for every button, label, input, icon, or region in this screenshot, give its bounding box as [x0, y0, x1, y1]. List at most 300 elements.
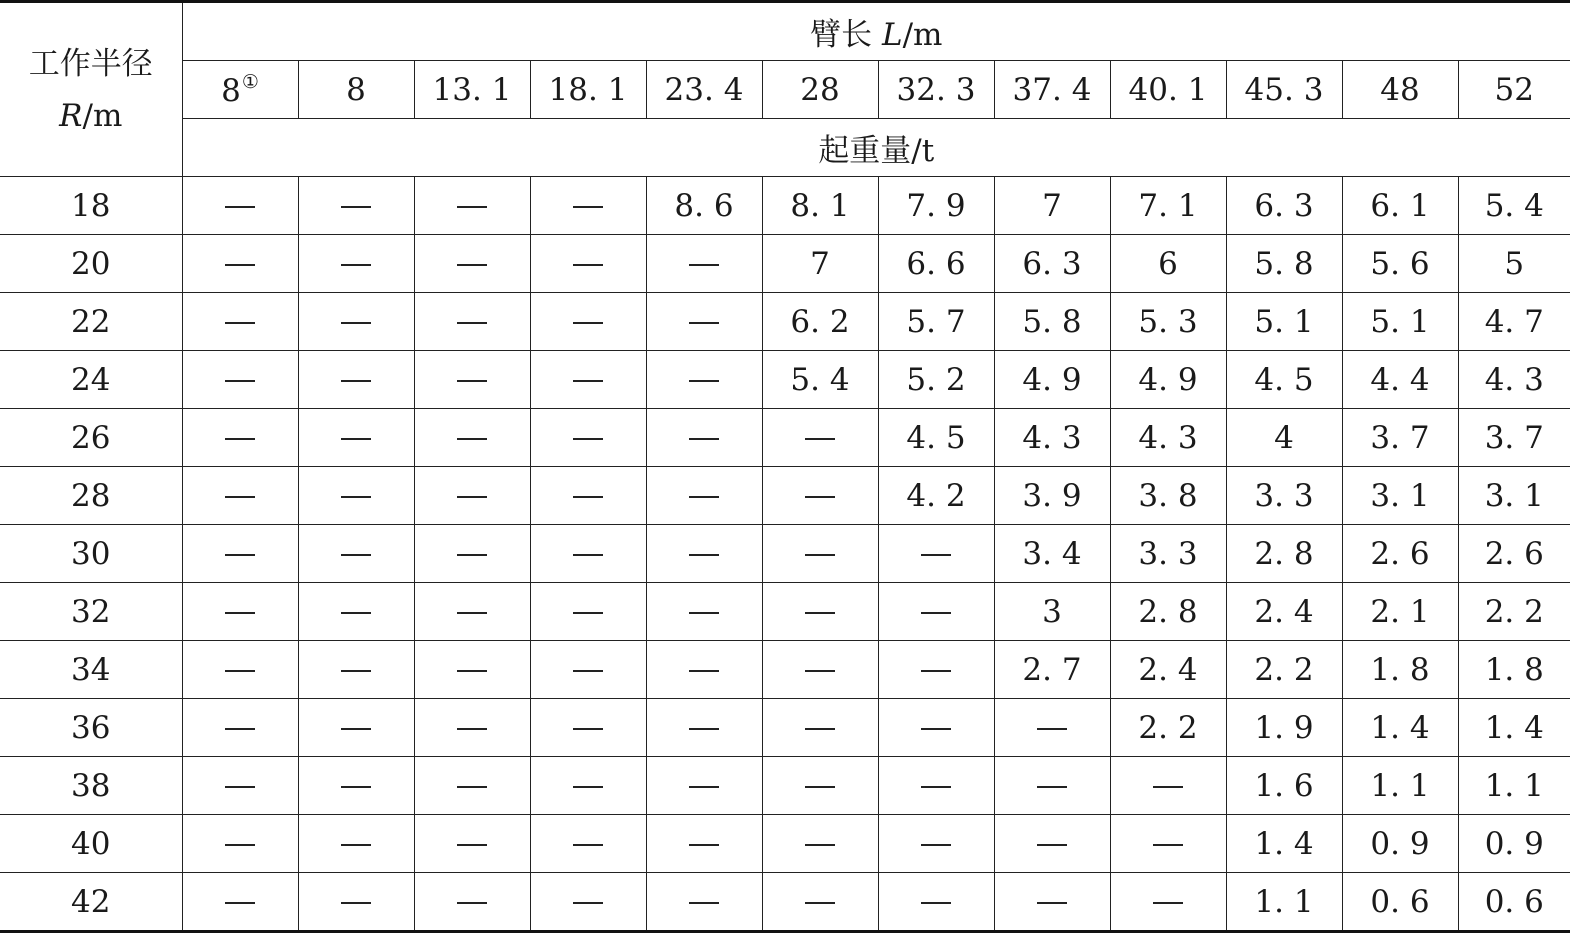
dash-mark	[689, 322, 719, 324]
capacity-cell	[298, 641, 414, 699]
dash-mark	[341, 322, 371, 324]
capacity-cell	[182, 873, 298, 932]
dash-mark	[573, 728, 603, 730]
dash-mark	[457, 902, 487, 904]
capacity-cell	[530, 177, 646, 235]
capacity-cell	[762, 583, 878, 641]
boom-length-cell	[1226, 61, 1342, 119]
footnote-marker: ①	[241, 70, 259, 93]
capacity-cell	[530, 525, 646, 583]
dash-mark	[805, 728, 835, 730]
capacity-cell: 1. 8	[1458, 641, 1570, 699]
radius-cell: 40	[0, 815, 182, 873]
dash-mark	[341, 554, 371, 556]
dash-mark	[457, 322, 487, 324]
capacity-cell	[1110, 873, 1226, 932]
dash-mark	[573, 206, 603, 208]
dash-mark	[1153, 844, 1183, 846]
dash-mark	[1037, 902, 1067, 904]
capacity-cell	[530, 409, 646, 467]
capacity-cell	[646, 235, 762, 293]
dash-mark	[573, 380, 603, 382]
dash-mark	[573, 612, 603, 614]
capacity-cell	[530, 757, 646, 815]
capacity-cell	[530, 699, 646, 757]
capacity-cell	[414, 583, 530, 641]
capacity-cell	[182, 757, 298, 815]
capacity-cell	[414, 815, 530, 873]
capacity-cell: 4. 5	[878, 409, 994, 467]
capacity-cell	[414, 641, 530, 699]
capacity-cell: 3. 4	[994, 525, 1110, 583]
dash-mark	[225, 206, 255, 208]
capacity-cell	[646, 583, 762, 641]
capacity-cell: 6. 6	[878, 235, 994, 293]
capacity-cell: 7	[762, 235, 878, 293]
capacity-cell	[878, 583, 994, 641]
header-row-boom-lengths	[0, 61, 1570, 119]
boom-length-cell	[182, 61, 298, 119]
boom-length-value: 23. 4	[664, 71, 744, 108]
capacity-cell	[1110, 757, 1226, 815]
radius-cell: 24	[0, 351, 182, 409]
dash-mark	[689, 264, 719, 266]
dash-mark	[1153, 902, 1183, 904]
dash-mark	[341, 612, 371, 614]
dash-mark	[1037, 786, 1067, 788]
capacity-cell: 5. 6	[1342, 235, 1458, 293]
dash-mark	[457, 380, 487, 382]
radius-cell: 22	[0, 293, 182, 351]
radius-header-cell	[0, 2, 182, 177]
table-row	[0, 177, 1570, 235]
capacity-cell: 4. 3	[1458, 351, 1570, 409]
radius-cell: 26	[0, 409, 182, 467]
capacity-cell: 8. 6	[646, 177, 762, 235]
capacity-cell	[414, 699, 530, 757]
dash-mark	[805, 786, 835, 788]
capacity-cell	[878, 873, 994, 932]
header-row-boom	[0, 2, 1570, 61]
dash-mark	[805, 554, 835, 556]
boom-length-value: 8	[221, 72, 241, 109]
capacity-cell: 6. 2	[762, 293, 878, 351]
dash-mark	[225, 902, 255, 904]
dash-mark	[341, 264, 371, 266]
dash-mark	[225, 380, 255, 382]
capacity-header: 起重量/t	[182, 119, 1570, 177]
dash-mark	[573, 844, 603, 846]
capacity-cell: 7. 1	[1110, 177, 1226, 235]
dash-mark	[689, 670, 719, 672]
boom-length-header: 臂长 L/m	[182, 2, 1570, 61]
dash-mark	[805, 844, 835, 846]
dash-mark	[921, 844, 951, 846]
radius-cell: 42	[0, 873, 182, 932]
dash-mark	[457, 786, 487, 788]
boom-length-cell	[762, 61, 878, 119]
capacity-cell: 6. 1	[1342, 177, 1458, 235]
dash-mark	[689, 902, 719, 904]
dash-mark	[1037, 844, 1067, 846]
capacity-cell: 3. 8	[1110, 467, 1226, 525]
capacity-cell: 7. 9	[878, 177, 994, 235]
capacity-cell	[646, 641, 762, 699]
capacity-cell	[298, 757, 414, 815]
capacity-cell: 1. 1	[1342, 757, 1458, 815]
capacity-cell	[878, 757, 994, 815]
capacity-cell	[298, 177, 414, 235]
dash-mark	[457, 612, 487, 614]
capacity-cell	[530, 583, 646, 641]
boom-length-cell	[1342, 61, 1458, 119]
dash-mark	[341, 206, 371, 208]
capacity-cell: 4. 7	[1458, 293, 1570, 351]
radius-cell: 28	[0, 467, 182, 525]
capacity-cell	[530, 815, 646, 873]
capacity-cell	[414, 351, 530, 409]
capacity-cell	[530, 235, 646, 293]
dash-mark	[689, 438, 719, 440]
radius-cell: 34	[0, 641, 182, 699]
dash-mark	[921, 786, 951, 788]
dash-mark	[341, 728, 371, 730]
boom-length-cell	[298, 61, 414, 119]
radius-cell: 36	[0, 699, 182, 757]
capacity-cell	[878, 641, 994, 699]
capacity-cell: 3. 7	[1458, 409, 1570, 467]
capacity-cell: 0. 9	[1342, 815, 1458, 873]
dash-mark	[341, 670, 371, 672]
capacity-cell	[762, 757, 878, 815]
capacity-cell: 2. 2	[1226, 641, 1342, 699]
table-row	[0, 525, 1570, 583]
capacity-cell: 2. 8	[1226, 525, 1342, 583]
dash-mark	[689, 844, 719, 846]
dash-mark	[225, 438, 255, 440]
dash-mark	[573, 322, 603, 324]
capacity-cell	[878, 525, 994, 583]
table-body	[0, 2, 1570, 932]
capacity-cell: 5. 4	[1458, 177, 1570, 235]
capacity-cell: 4. 9	[994, 351, 1110, 409]
capacity-cell: 4. 3	[994, 409, 1110, 467]
capacity-cell: 1. 4	[1458, 699, 1570, 757]
capacity-cell	[646, 873, 762, 932]
capacity-cell: 2. 4	[1110, 641, 1226, 699]
capacity-cell	[414, 525, 530, 583]
table-row	[0, 467, 1570, 525]
dash-mark	[341, 844, 371, 846]
capacity-cell: 1. 1	[1226, 873, 1342, 932]
dash-mark	[457, 496, 487, 498]
dash-mark	[921, 670, 951, 672]
table-row	[0, 815, 1570, 873]
capacity-cell	[762, 467, 878, 525]
table-row	[0, 757, 1570, 815]
boom-length-value: 13. 1	[432, 71, 512, 108]
capacity-cell: 5. 8	[994, 293, 1110, 351]
capacity-cell	[646, 467, 762, 525]
capacity-cell: 3. 7	[1342, 409, 1458, 467]
dash-mark	[225, 264, 255, 266]
boom-length-value: 52	[1494, 71, 1534, 108]
capacity-cell	[298, 235, 414, 293]
capacity-cell: 1. 6	[1226, 757, 1342, 815]
dash-mark	[225, 612, 255, 614]
capacity-cell	[182, 351, 298, 409]
dash-mark	[457, 728, 487, 730]
dash-mark	[1153, 786, 1183, 788]
capacity-cell	[530, 641, 646, 699]
dash-mark	[457, 264, 487, 266]
capacity-cell	[298, 583, 414, 641]
dash-mark	[225, 496, 255, 498]
boom-length-cell	[414, 61, 530, 119]
capacity-cell	[530, 293, 646, 351]
dash-mark	[225, 728, 255, 730]
radius-cell: 18	[0, 177, 182, 235]
dash-mark	[573, 786, 603, 788]
dash-mark	[457, 206, 487, 208]
capacity-cell: 3. 3	[1110, 525, 1226, 583]
table-row	[0, 351, 1570, 409]
dash-mark	[341, 380, 371, 382]
capacity-cell	[182, 177, 298, 235]
dash-mark	[341, 902, 371, 904]
capacity-cell	[646, 409, 762, 467]
table-row	[0, 293, 1570, 351]
dash-mark	[573, 438, 603, 440]
capacity-cell: 5. 7	[878, 293, 994, 351]
radius-cell: 32	[0, 583, 182, 641]
boom-length-value: 48	[1380, 71, 1420, 108]
capacity-cell	[298, 351, 414, 409]
capacity-cell	[878, 815, 994, 873]
capacity-cell: 5. 4	[762, 351, 878, 409]
capacity-cell: 4	[1226, 409, 1342, 467]
capacity-cell	[182, 293, 298, 351]
dash-mark	[921, 554, 951, 556]
capacity-cell	[994, 757, 1110, 815]
dash-mark	[457, 438, 487, 440]
capacity-cell	[298, 525, 414, 583]
capacity-cell: 3. 9	[994, 467, 1110, 525]
capacity-cell	[182, 467, 298, 525]
capacity-cell: 2. 6	[1342, 525, 1458, 583]
capacity-cell	[646, 699, 762, 757]
capacity-cell	[878, 699, 994, 757]
dash-mark	[1037, 728, 1067, 730]
dash-mark	[805, 496, 835, 498]
capacity-cell: 6. 3	[994, 235, 1110, 293]
capacity-cell	[762, 873, 878, 932]
capacity-cell: 0. 9	[1458, 815, 1570, 873]
capacity-cell: 4. 4	[1342, 351, 1458, 409]
capacity-cell: 8. 1	[762, 177, 878, 235]
capacity-cell: 6	[1110, 235, 1226, 293]
capacity-cell: 4. 3	[1110, 409, 1226, 467]
capacity-cell	[762, 641, 878, 699]
dash-mark	[689, 380, 719, 382]
boom-length-value: 37. 4	[1012, 71, 1092, 108]
capacity-cell: 0. 6	[1342, 873, 1458, 932]
dash-mark	[573, 670, 603, 672]
boom-length-value: 28	[800, 71, 840, 108]
capacity-cell: 7	[994, 177, 1110, 235]
boom-length-cell	[530, 61, 646, 119]
capacity-cell: 2. 2	[1110, 699, 1226, 757]
table-row	[0, 583, 1570, 641]
capacity-cell: 4. 2	[878, 467, 994, 525]
capacity-cell	[182, 641, 298, 699]
dash-mark	[573, 902, 603, 904]
radius-header-label: 工作半径	[28, 45, 153, 82]
capacity-cell	[182, 409, 298, 467]
capacity-cell: 1. 9	[1226, 699, 1342, 757]
dash-mark	[457, 670, 487, 672]
capacity-cell	[414, 177, 530, 235]
dash-mark	[805, 438, 835, 440]
boom-length-cell	[646, 61, 762, 119]
capacity-cell: 3. 1	[1342, 467, 1458, 525]
capacity-cell	[762, 815, 878, 873]
dash-mark	[921, 728, 951, 730]
boom-length-value: 32. 3	[896, 71, 976, 108]
dash-mark	[225, 554, 255, 556]
capacity-cell: 5. 8	[1226, 235, 1342, 293]
capacity-cell	[414, 409, 530, 467]
capacity-cell: 5. 3	[1110, 293, 1226, 351]
boom-length-cell	[1458, 61, 1570, 119]
capacity-cell	[646, 293, 762, 351]
dash-mark	[689, 496, 719, 498]
capacity-cell	[762, 525, 878, 583]
dash-mark	[573, 554, 603, 556]
dash-mark	[689, 554, 719, 556]
radius-header-unit: R/m	[59, 97, 123, 134]
table-row	[0, 873, 1570, 932]
dash-mark	[689, 728, 719, 730]
capacity-cell: 2. 4	[1226, 583, 1342, 641]
capacity-cell	[298, 409, 414, 467]
capacity-cell	[414, 467, 530, 525]
capacity-cell	[298, 815, 414, 873]
dash-mark	[805, 612, 835, 614]
capacity-cell: 2. 2	[1458, 583, 1570, 641]
capacity-cell	[762, 699, 878, 757]
capacity-cell: 0. 6	[1458, 873, 1570, 932]
dash-mark	[805, 902, 835, 904]
capacity-cell: 1. 1	[1458, 757, 1570, 815]
capacity-cell	[182, 583, 298, 641]
capacity-cell	[298, 293, 414, 351]
capacity-cell	[1110, 815, 1226, 873]
capacity-cell: 3. 1	[1458, 467, 1570, 525]
capacity-cell	[530, 351, 646, 409]
dash-mark	[689, 612, 719, 614]
boom-length-value: 18. 1	[548, 71, 628, 108]
dash-mark	[225, 844, 255, 846]
capacity-cell: 3. 3	[1226, 467, 1342, 525]
radius-cell: 20	[0, 235, 182, 293]
table-row	[0, 699, 1570, 757]
capacity-cell	[646, 757, 762, 815]
capacity-cell: 5	[1458, 235, 1570, 293]
capacity-cell	[414, 757, 530, 815]
capacity-cell	[414, 293, 530, 351]
capacity-cell	[994, 873, 1110, 932]
capacity-cell	[530, 873, 646, 932]
table-row	[0, 641, 1570, 699]
capacity-cell	[530, 467, 646, 525]
header-row-capacity	[0, 119, 1570, 177]
capacity-cell: 3	[994, 583, 1110, 641]
dash-mark	[225, 322, 255, 324]
capacity-cell: 1. 8	[1342, 641, 1458, 699]
dash-mark	[921, 612, 951, 614]
dash-mark	[921, 902, 951, 904]
capacity-cell	[182, 525, 298, 583]
radius-cell: 30	[0, 525, 182, 583]
dash-mark	[225, 786, 255, 788]
capacity-cell	[994, 699, 1110, 757]
capacity-cell	[646, 815, 762, 873]
capacity-cell	[298, 467, 414, 525]
capacity-cell: 2. 6	[1458, 525, 1570, 583]
capacity-cell	[994, 815, 1110, 873]
radius-cell: 38	[0, 757, 182, 815]
table-row	[0, 409, 1570, 467]
capacity-cell: 5. 1	[1342, 293, 1458, 351]
capacity-cell: 5. 2	[878, 351, 994, 409]
dash-mark	[573, 496, 603, 498]
dash-mark	[573, 264, 603, 266]
capacity-cell	[182, 699, 298, 757]
capacity-cell: 1. 4	[1342, 699, 1458, 757]
capacity-cell	[646, 351, 762, 409]
capacity-cell	[414, 235, 530, 293]
dash-mark	[457, 844, 487, 846]
dash-mark	[341, 786, 371, 788]
capacity-cell: 2. 7	[994, 641, 1110, 699]
dash-mark	[225, 670, 255, 672]
capacity-cell	[182, 815, 298, 873]
capacity-cell	[646, 525, 762, 583]
capacity-cell: 6. 3	[1226, 177, 1342, 235]
dash-mark	[805, 670, 835, 672]
dash-mark	[689, 786, 719, 788]
capacity-cell	[182, 235, 298, 293]
capacity-cell	[298, 873, 414, 932]
capacity-cell: 4. 9	[1110, 351, 1226, 409]
boom-length-value: 40. 1	[1128, 71, 1208, 108]
capacity-cell: 5. 1	[1226, 293, 1342, 351]
dash-mark	[341, 496, 371, 498]
table-row	[0, 235, 1570, 293]
capacity-cell: 2. 8	[1110, 583, 1226, 641]
boom-length-value: 8	[346, 71, 366, 108]
capacity-cell: 1. 4	[1226, 815, 1342, 873]
capacity-cell	[762, 409, 878, 467]
capacity-cell: 2. 1	[1342, 583, 1458, 641]
capacity-cell	[414, 873, 530, 932]
dash-mark	[457, 554, 487, 556]
dash-mark	[341, 438, 371, 440]
boom-length-cell	[878, 61, 994, 119]
boom-length-cell	[994, 61, 1110, 119]
boom-length-cell	[1110, 61, 1226, 119]
